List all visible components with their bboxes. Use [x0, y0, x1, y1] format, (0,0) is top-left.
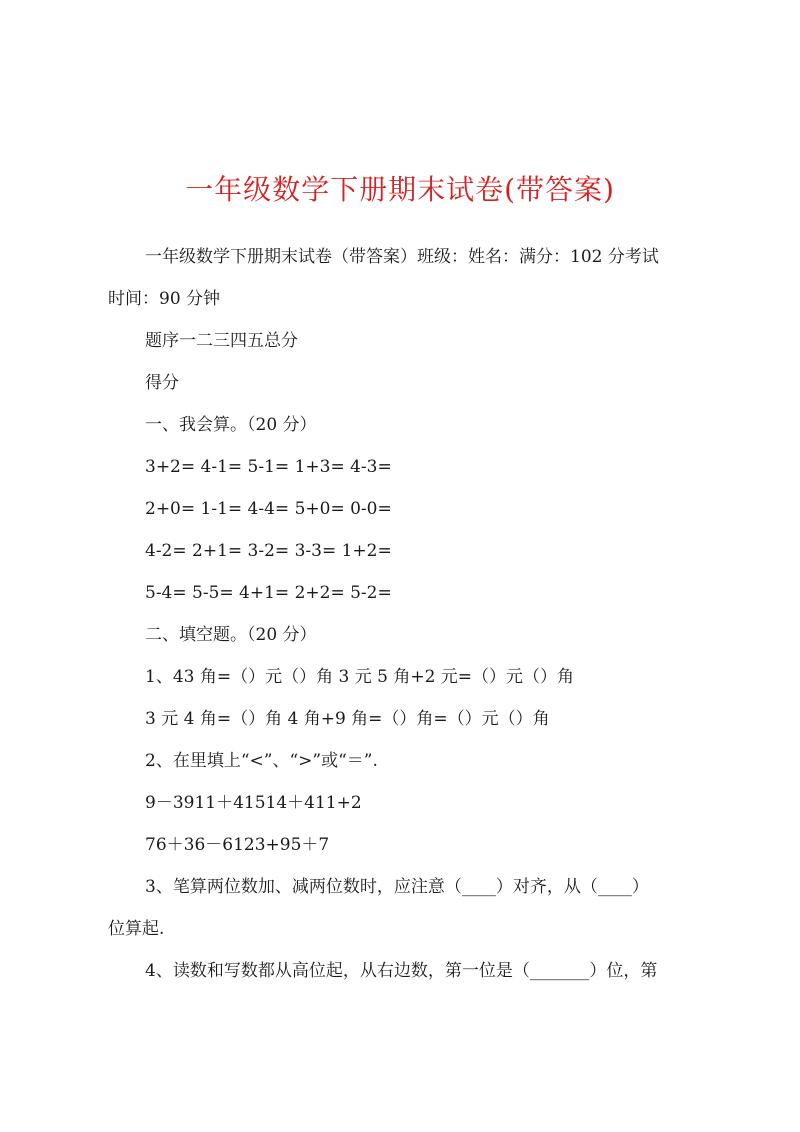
section-2-heading: 二、填空题。（20 分）	[145, 625, 317, 645]
question-1-line-2: 3 元 4 角=（）角 4 角+9 角=（）角=（）元（）角	[145, 709, 550, 729]
question-2-row-1: 9－3911＋41514＋411+2	[145, 793, 362, 813]
section-1-heading: 一、我会算。（20 分）	[145, 415, 317, 435]
header-info-line: 一年级数学下册期末试卷（带答案）班级：姓名：满分：102 分考试	[145, 247, 659, 267]
calc-row-2: 2+0= 1-1= 4-4= 5+0= 0-0=	[145, 499, 392, 519]
question-3-line-2: 位算起.	[108, 919, 165, 939]
calc-row-3: 4-2= 2+1= 3-2= 3-3= 1+2=	[145, 541, 392, 561]
calc-row-1: 3+2= 4-1= 5-1= 1+3= 4-3=	[145, 457, 392, 477]
exam-time-line: 时间：90 分钟	[108, 289, 221, 309]
score-table-header: 题序一二三四五总分	[145, 331, 298, 351]
calc-row-4: 5-4= 5-5= 4+1= 2+2= 5-2=	[145, 583, 392, 603]
question-1-line-1: 1、43 角=（）元（）角 3 元 5 角+2 元=（）元（）角	[145, 667, 575, 687]
score-row-label: 得分	[145, 373, 179, 393]
question-2-prompt: 2、在里填上“<”、“>”或“＝”.	[145, 751, 378, 771]
question-4-line-1: 4、读数和写数都从高位起，从右边数，第一位是（_______）位，第	[145, 961, 658, 981]
document-title: 一年级数学下册期末试卷(带答案)	[185, 173, 615, 206]
question-2-row-2: 76＋36－6123+95＋7	[145, 835, 330, 855]
question-3-line-1: 3、笔算两位数加、减两位数时，应注意（____）对齐，从（____）	[145, 877, 649, 897]
